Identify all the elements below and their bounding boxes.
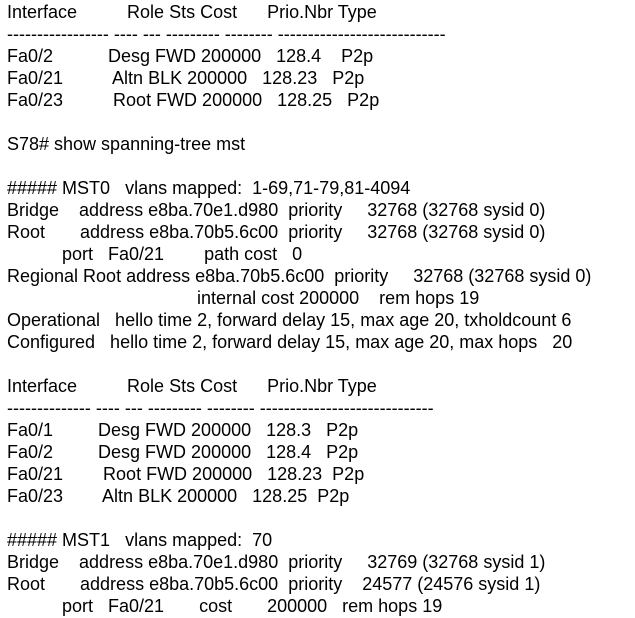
command-prompt-line: S78# show spanning-tree mst bbox=[7, 134, 246, 154]
blank-line bbox=[7, 155, 635, 177]
mst0-heading: ##### MST0 vlans mapped: 1-69,71-79,81-4094 bbox=[7, 178, 411, 198]
table1-separator: ----------------- ---- --- --------- -------- ---------------------------- bbox=[7, 24, 446, 44]
table2-row-fa0-21: Fa0/21 Root FWD 200000 128.23 P2p bbox=[7, 464, 365, 484]
mst1-bridge-line: Bridge address e8ba.70e1.d980 priority 32769 (32768 sysid 1) bbox=[7, 552, 546, 572]
mst1-heading: ##### MST1 vlans mapped: 70 bbox=[7, 530, 273, 550]
blank-line bbox=[7, 507, 635, 529]
mst0-bridge-line: Bridge address e8ba.70e1.d980 priority 32768 (32768 sysid 0) bbox=[7, 200, 546, 220]
table2-row-fa0-23: Fa0/23 Altn BLK 200000 128.25 P2p bbox=[7, 486, 350, 506]
table2-header: Interface Role Sts Cost Prio.Nbr Type bbox=[7, 376, 377, 396]
table1-row-fa0-23: Fa0/23 Root FWD 200000 128.25 P2p bbox=[7, 90, 380, 110]
table1-row-fa0-2: Fa0/2 Desg FWD 200000 128.4 P2p bbox=[7, 46, 374, 66]
table1-row-fa0-21: Fa0/21 Altn BLK 200000 128.23 P2p bbox=[7, 68, 365, 88]
blank-line bbox=[7, 353, 635, 375]
table2-row-fa0-2: Fa0/2 Desg FWD 200000 128.4 P2p bbox=[7, 442, 359, 462]
mst0-configured-line: Configured hello time 2, forward delay 15, max age 20, max hops 20 bbox=[7, 332, 573, 352]
mst1-root-port-line: port Fa0/21 cost 200000 rem hops 19 bbox=[7, 596, 443, 616]
mst0-root-line: Root address e8ba.70b5.6c00 priority 32768 (32768 sysid 0) bbox=[7, 222, 546, 242]
table1-header: Interface Role Sts Cost Prio.Nbr Type bbox=[7, 2, 377, 22]
table2-separator: -------------- ---- --- --------- -------- ----------------------------- bbox=[7, 398, 434, 418]
table2-row-fa0-1: Fa0/1 Desg FWD 200000 128.3 P2p bbox=[7, 420, 359, 440]
mst1-root-line: Root address e8ba.70b5.6c00 priority 24577 (24576 sysid 1) bbox=[7, 574, 541, 594]
blank-line bbox=[7, 111, 635, 133]
mst0-operational-line: Operational hello time 2, forward delay 15, max age 20, txholdcount 6 bbox=[7, 310, 572, 330]
mst0-regional-root-line: Regional Root address e8ba.70b5.6c00 priority 32768 (32768 sysid 0) bbox=[7, 266, 592, 286]
mst0-internal-cost-line: internal cost 200000 rem hops 19 bbox=[7, 288, 480, 308]
mst0-root-port-line: port Fa0/21 path cost 0 bbox=[7, 244, 303, 264]
